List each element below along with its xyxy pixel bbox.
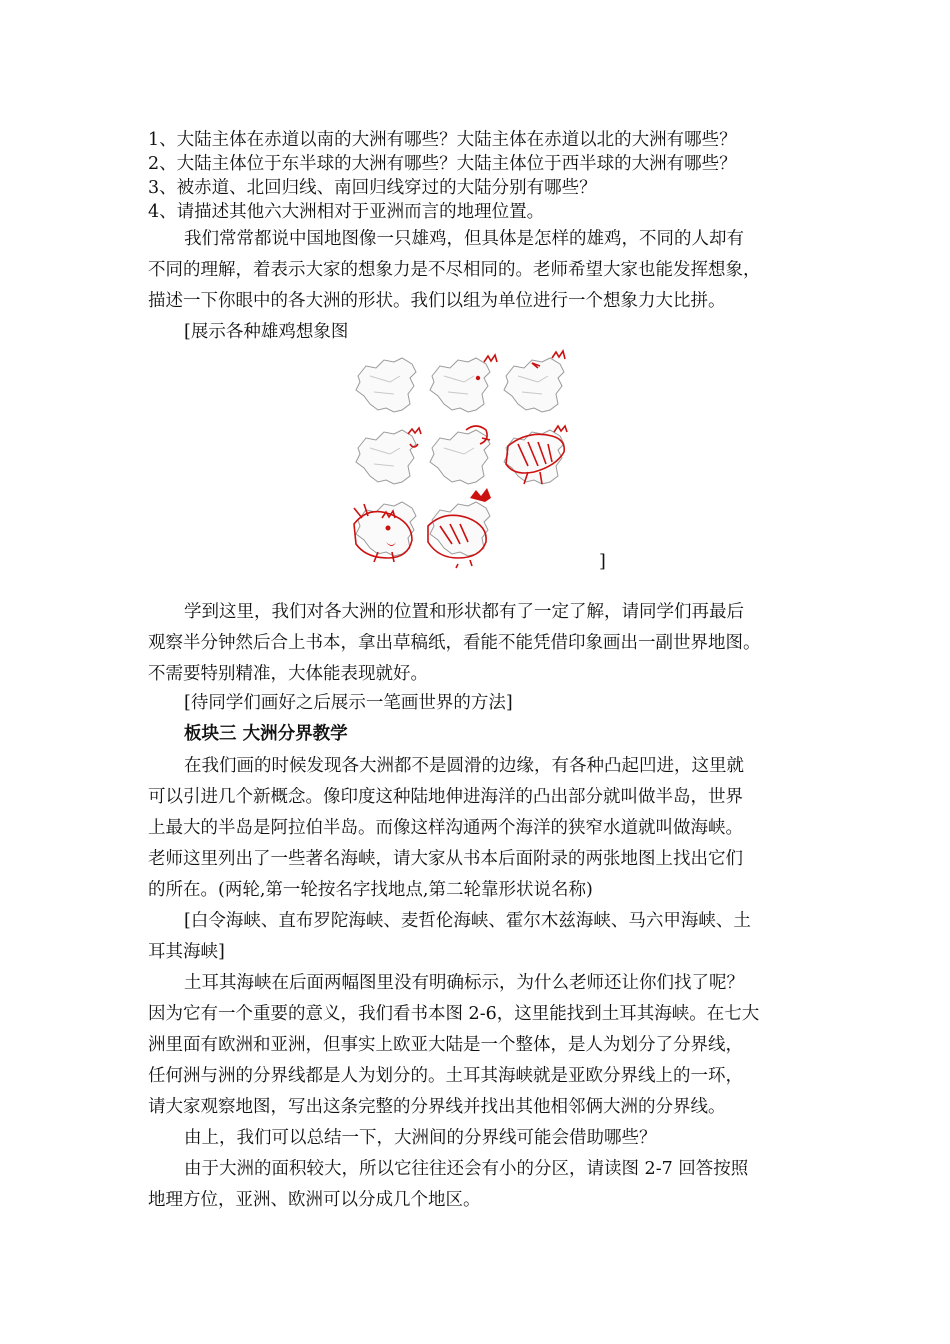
paragraph-line: 可以引进几个新概念。像印度这种陆地伸进海洋的凸出部分就叫做半岛，世界 [148, 787, 743, 807]
close-bracket: ] [599, 552, 606, 572]
question-2: 2、大陆主体位于东半球的大洲有哪些？大陆主体位于西半球的大洲有哪些？ [148, 154, 737, 174]
paragraph-line: 上最大的半岛是阿拉伯半岛。而像这样沟通两个海洋的狭窄水道就叫做海峡。 [148, 818, 743, 838]
paragraph-line: 由于大洲的面积较大，所以它往往还会有小的分区，请读图 2-7 回答按照 [184, 1159, 749, 1179]
rooster-map-thumb [356, 430, 416, 484]
paragraph-line: 观察半分钟然后合上书本，拿出草稿纸，看能不能凭借印象画出一副世界地图。 [148, 633, 761, 653]
paragraph-line: 任何洲与洲的分界线都是人为划分的。土耳其海峡就是亚欧分界线上的一环， [148, 1066, 743, 1086]
paragraph-line: 不同的理解，着表示大家的想象力是不尽相同的。老师希望大家也能发挥想象， [148, 260, 761, 280]
question-4: 4、请描述其他六大洲相对于亚洲而言的地理位置。 [148, 202, 545, 222]
paragraph-line: 我们常常都说中国地图像一只雄鸡，但具体是怎样的雄鸡，不同的人却有 [184, 229, 744, 249]
paragraph-line: 地理方位，亚洲、欧洲可以分成几个地区。 [148, 1190, 481, 1210]
show-rooster-note: [展示各种雄鸡想象图 [184, 322, 349, 342]
question-3: 3、被赤道、北回归线、南回归线穿过的大陆分别有哪些？ [148, 178, 597, 198]
paragraph-line: 学到这里，我们对各大洲的位置和形状都有了一定了解，请同学们再最后 [184, 602, 744, 622]
paragraph-line: 土耳其海峡在后面两幅图里没有明确标示，为什么老师还让你们找了呢？ [184, 973, 744, 993]
rooster-map-thumb [356, 358, 416, 412]
question-1: 1、大陆主体在赤道以南的大洲有哪些？大陆主体在赤道以北的大洲有哪些？ [148, 130, 737, 150]
show-method-note: [待同学们画好之后展示一笔画世界的方法] [184, 693, 513, 713]
paragraph-line: 老师这里列出了一些著名海峡，请大家从书本后面附录的两张地图上找出它们 [148, 849, 743, 869]
paragraph-line: 描述一下你眼中的各大洲的形状。我们以组为单位进行一个想象力大比拼。 [148, 291, 726, 311]
paragraph-line: 洲里面有欧洲和亚洲，但事实上欧亚大陆是一个整体，是人为划分了分界线， [148, 1035, 743, 1055]
rooster-map-thumb [504, 358, 564, 412]
paragraph-line: 的所在。(两轮,第一轮按名字找地点,第二轮靠形状说名称) [148, 880, 593, 900]
paragraph-line: 在我们画的时候发现各大洲都不是圆滑的边缘，有各种凸起凹进，这里就 [184, 756, 744, 776]
rooster-map-thumb [430, 430, 490, 484]
paragraph-line: 因为它有一个重要的意义，我们看书本图 2-6，这里能找到土耳其海峡。在七大 [148, 1004, 760, 1024]
paragraph-line: 由上，我们可以总结一下，大洲间的分界线可能会借助哪些？ [184, 1128, 657, 1148]
straits-list: [白令海峡、直布罗陀海峡、麦哲伦海峡、霍尔木兹海峡、马六甲海峡、土 [184, 911, 751, 931]
section-title: 板块三 大洲分界教学 [184, 724, 348, 744]
rooster-map-thumb [430, 502, 490, 556]
paragraph-line: 不需要特别精准，大体能表现就好。 [148, 664, 428, 684]
rooster-map-figure [348, 348, 570, 570]
paragraph-line: 请大家观察地图，写出这条完整的分界线并找出其他相邻俩大洲的分界线。 [148, 1097, 726, 1117]
rooster-map-thumb [430, 358, 490, 412]
straits-list: 耳其海峡] [148, 942, 225, 962]
